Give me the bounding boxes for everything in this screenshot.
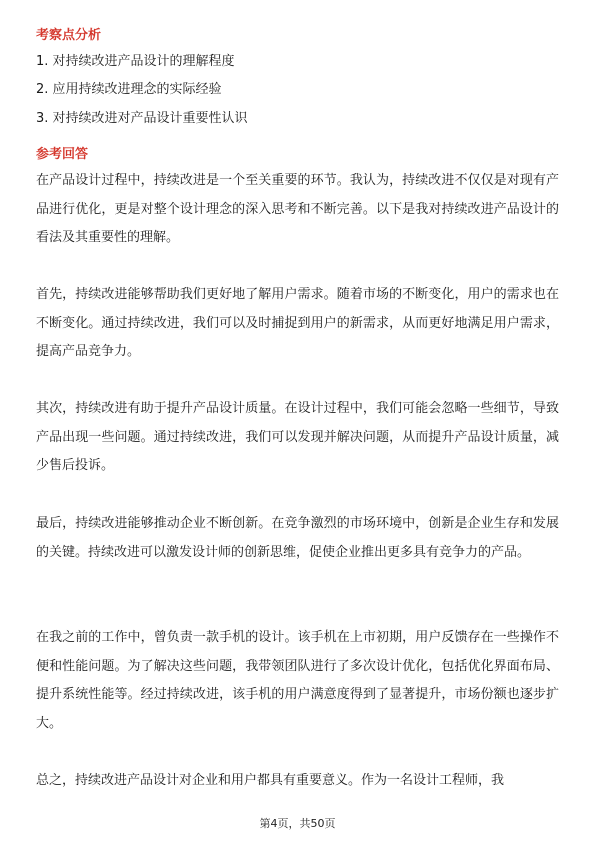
exam-points-heading: 考察点分析 bbox=[36, 28, 102, 43]
answer-paragraph-5: 在我之前的工作中，曾负责一款手机的设计。该手机在上市初期，用户反馈存在一些操作不便和性能问题。为了解决这些问题，我带领团队进行了多次设计优化，包括优化界面布局、提升系统性能等。经过持续改进，该手机的用户满意度得到了显著提升，市场份额也逐步扩大。 bbox=[36, 630, 559, 731]
reference-answer-heading: 参考回答 bbox=[36, 147, 89, 162]
exam-point-2: 2. 应用持续改进理念的实际经验 bbox=[36, 82, 222, 97]
answer-paragraph-4: 最后，持续改进能够推动企业不断创新。在竞争激烈的市场环境中，创新是企业生存和发展的关键。持续改进可以激发设计师的创新思维，促使企业推出更多具有竞争力的产品。 bbox=[36, 516, 559, 560]
page-number-footer: 第4页，共50页 bbox=[259, 817, 336, 830]
answer-paragraph-6: 总之，持续改进产品设计对企业和用户都具有重要意义。作为一名设计工程师，我 bbox=[36, 773, 505, 788]
answer-paragraph-2: 首先，持续改进能够帮助我们更好地了解用户需求。随着市场的不断变化，用户的需求也在不断变化。通过持续改进，我们可以及时捕捉到用户的新需求，从而更好地满足用户需求，提高产品竞争力。 bbox=[36, 287, 559, 359]
exam-point-1: 1. 对持续改进产品设计的理解程度 bbox=[36, 54, 235, 69]
answer-paragraph-3: 其次，持续改进有助于提升产品设计质量。在设计过程中，我们可能会忽略一些细节，导致产品出现一些问题。通过持续改进，我们可以发现并解决问题，从而提升产品设计质量，减少售后投诉。 bbox=[36, 401, 559, 473]
answer-paragraph-1: 在产品设计过程中，持续改进是一个至关重要的环节。我认为，持续改进不仅仅是对现有产品进行优化，更是对整个设计理念的深入思考和不断完善。以下是我对持续改进产品设计的看法及其重要性的理解。 bbox=[36, 173, 559, 245]
exam-point-3: 3. 对持续改进对产品设计重要性认识 bbox=[36, 111, 248, 126]
